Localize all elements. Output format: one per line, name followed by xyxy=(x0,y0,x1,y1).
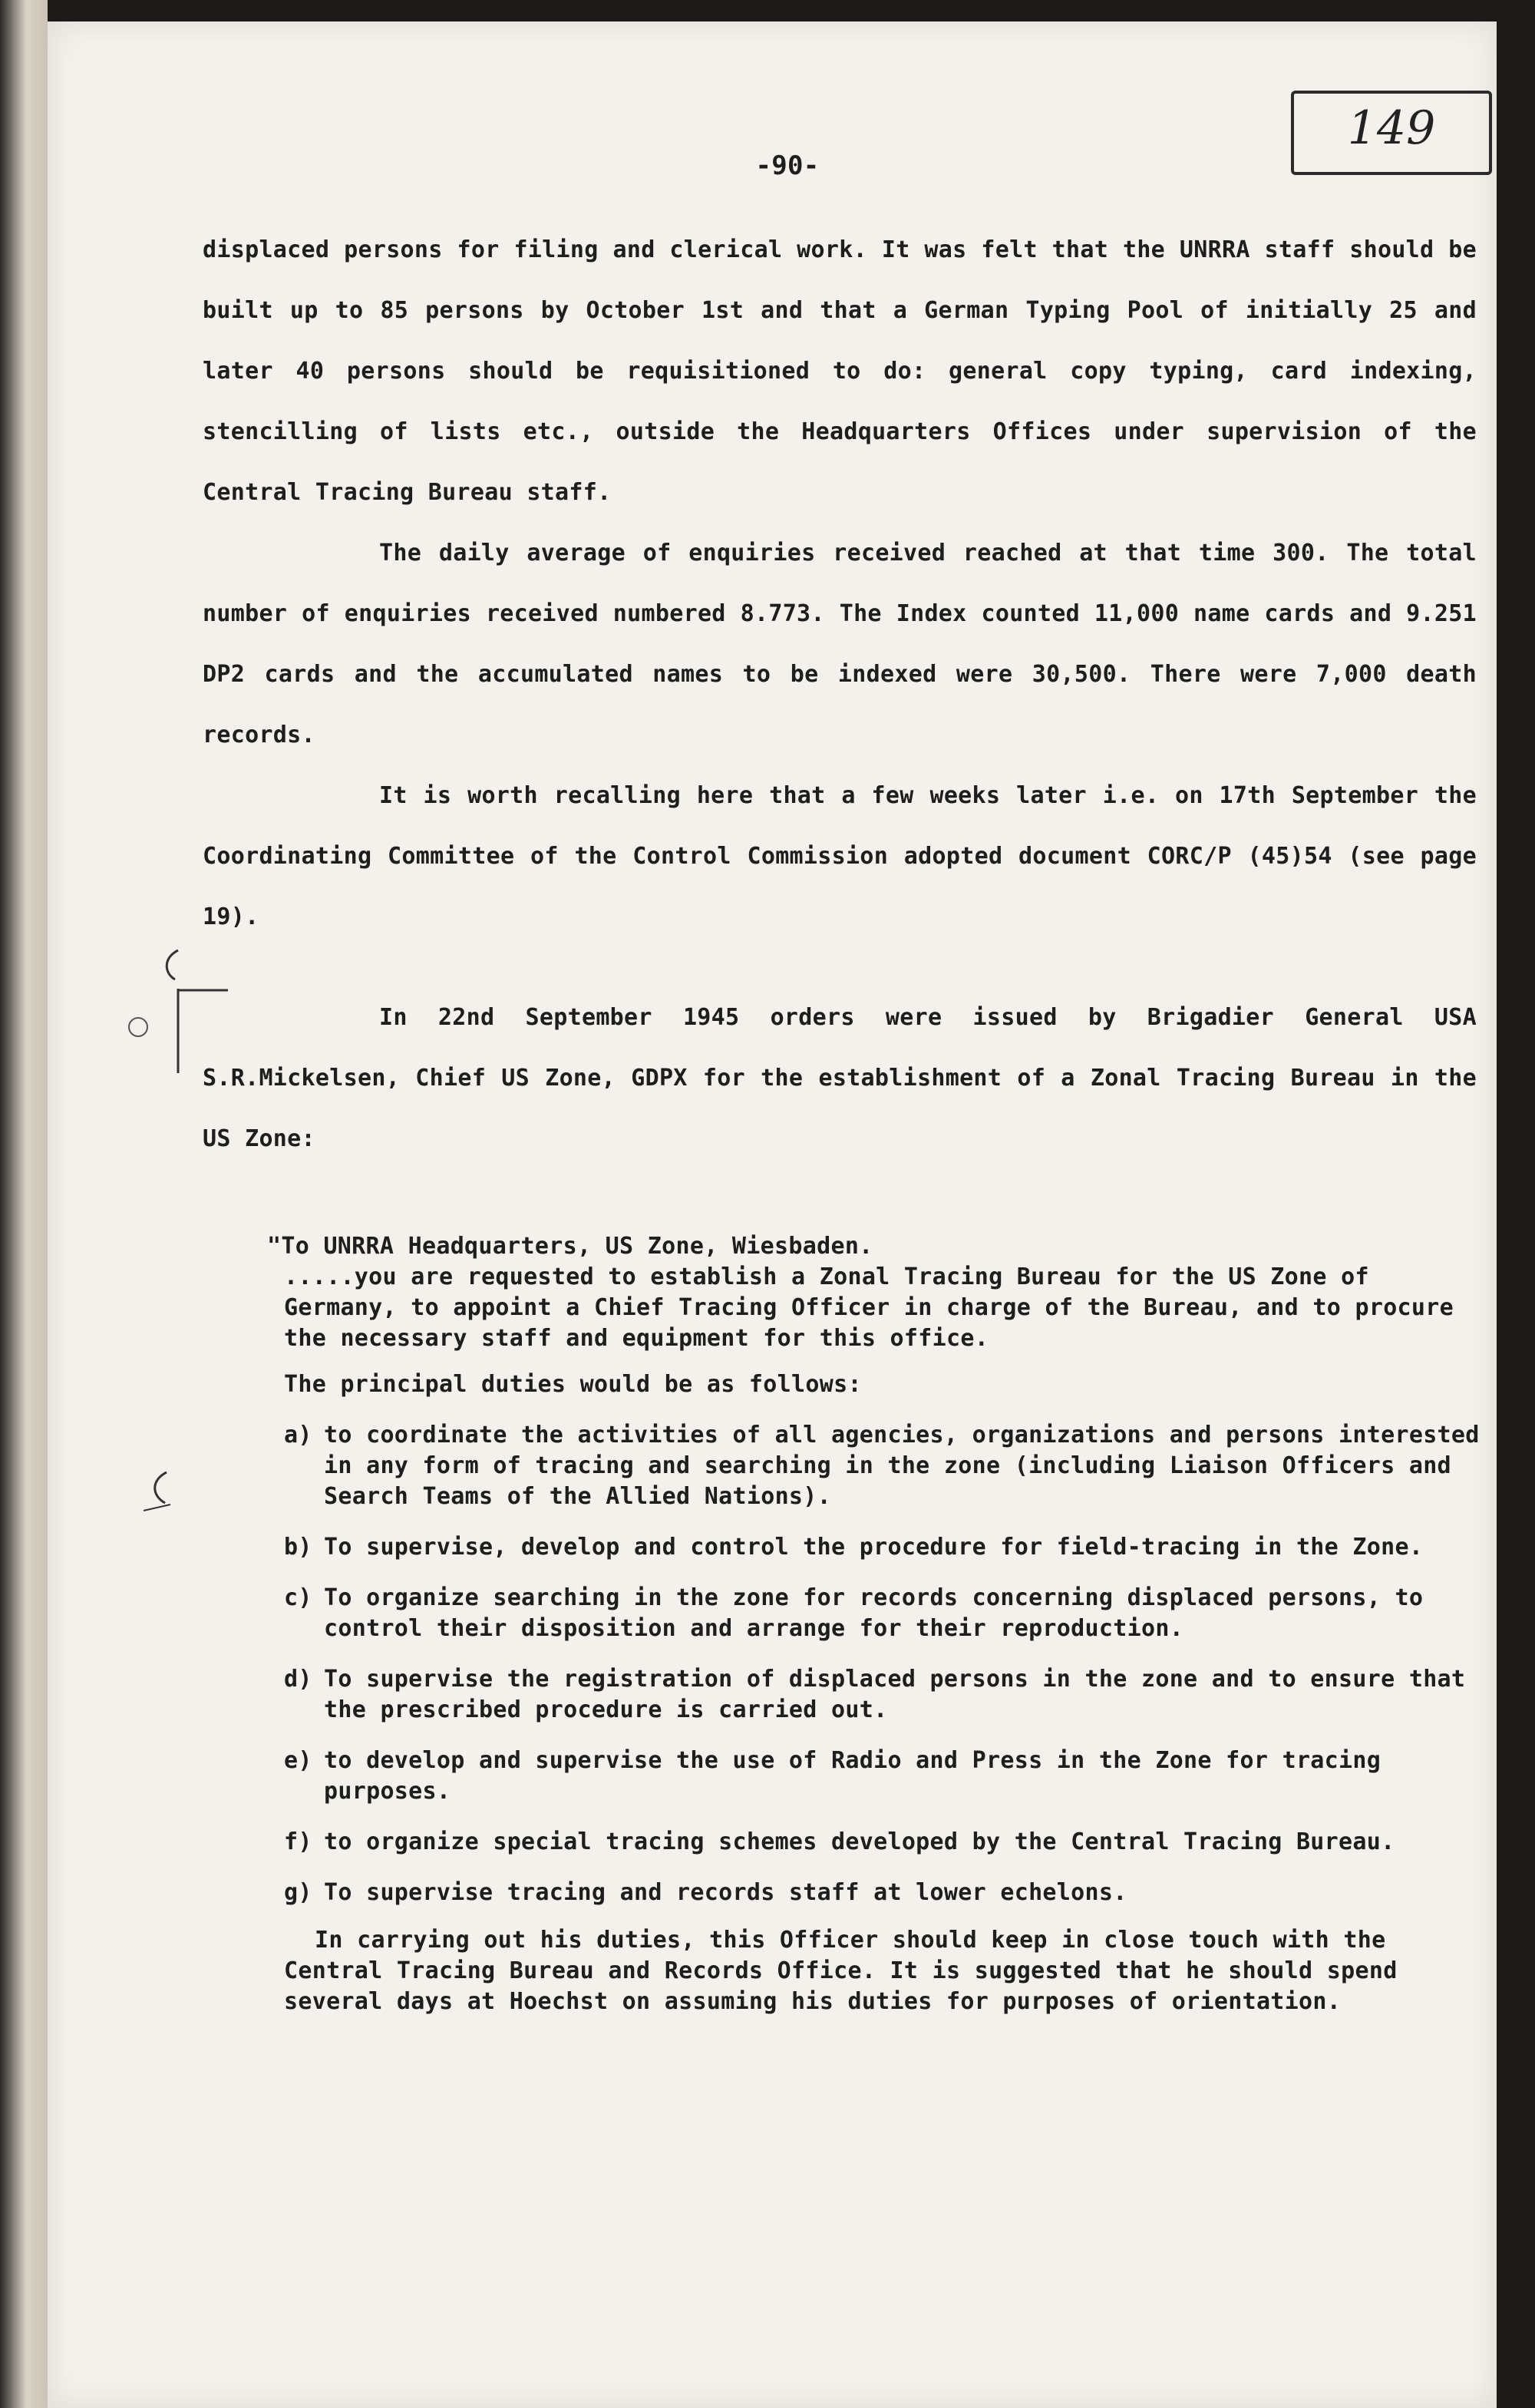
duty-letter: g) xyxy=(284,1879,312,1906)
duty-text: To supervise, develop and control the procedure for field-tracing in the Zone. xyxy=(324,1534,1424,1561)
quote-address: "To UNRRA Headquarters, US Zone, Wiesbaden. xyxy=(267,1233,873,1260)
paragraph-orders: In 22nd September 1945 orders were issued by Brigadier General USA S.R.Mickelsen, Chief US Zone, GDPX for the establishment of a Zonal Tracing Bureau in the US Zone: xyxy=(203,1004,1477,1152)
paragraph-staffing: displaced persons for filing and clerical work. It was felt that the UNRRA staff should be built up to 85 persons by October 1st and that a German Typing Pool of initially 25 and later 40 persons should be requisitioned to do: general copy typing, card indexing, stencilling of lists etc., outside the Headquarters Offices under supervision of the Central Tracing Bureau staff. xyxy=(203,236,1477,506)
duty-item xyxy=(284,1827,1481,1858)
duty-text: to coordinate the activities of all agencies, organizations and persons interested in any form of tracing and searching in the zone (including Liaison Officers and Search Teams of the Allied Nations). xyxy=(324,1422,1480,1510)
duty-letter: c) xyxy=(284,1584,312,1611)
duty-letter: d) xyxy=(284,1666,312,1693)
duty-text: To organize searching in the zone for records concerning displaced persons, to control their disposition and arrange for their reproduction. xyxy=(324,1584,1424,1642)
duty-item xyxy=(284,1878,1481,1908)
folio-number: 149 xyxy=(1347,101,1436,155)
quote-request: .....you are requested to establish a Zonal Tracing Bureau for the US Zone of Germany, to appoint a Chief Tracing Officer in charge of the Bureau, and to procure the necessary staff and equipment for this office. xyxy=(284,1263,1454,1352)
quoted-order xyxy=(267,1231,1481,2017)
page-number: -90- xyxy=(755,150,820,181)
duty-item xyxy=(284,1420,1481,1512)
binding-edge xyxy=(0,0,48,2408)
duty-item xyxy=(284,1664,1481,1726)
duty-letter: e) xyxy=(284,1747,312,1774)
duty-letter: a) xyxy=(284,1422,312,1448)
duty-text: To supervise tracing and records staff at lower echelons. xyxy=(324,1879,1127,1906)
duty-text: To supervise the registration of displaced persons in the zone and to ensure that the prescribed procedure is carried out. xyxy=(324,1666,1466,1723)
duties-intro: The principal duties would be as follows: xyxy=(284,1371,862,1398)
duty-item xyxy=(284,1532,1481,1563)
paragraph-coordinating-committee: It is worth recalling here that a few weeks later i.e. on 17th September the Coordinating Committee of the Control Commission adopted document CORC/P (45)54 (see page 19). xyxy=(203,782,1477,930)
duty-item xyxy=(284,1746,1481,1807)
paragraph-enquiries: The daily average of enquiries received reached at that time 300. The total number of enquiries received numbered 8.773. The Index counted 11,000 name cards and 9.251 DP2 cards and the accumulated names to be indexed were 30,500. There were 7,000 death records. xyxy=(203,540,1477,748)
body-text xyxy=(203,220,1477,1169)
closing-paragraph: In carrying out his duties, this Officer should keep in close touch with the Central Tracing Bureau and Records Office. It is suggested that he should spend several days at Hoechst on assuming his duties for purposes of orientation. xyxy=(284,1927,1398,2015)
duty-letter: b) xyxy=(284,1534,312,1561)
duty-letter: f) xyxy=(284,1828,312,1855)
document-page xyxy=(48,21,1497,2408)
duty-text: to organize special tracing schemes developed by the Central Tracing Bureau. xyxy=(324,1828,1395,1855)
margin-tick-mark xyxy=(136,1465,182,1526)
duty-text: to develop and supervise the use of Radio and Press in the Zone for tracing purposes. xyxy=(324,1747,1382,1805)
duty-item xyxy=(284,1583,1481,1644)
